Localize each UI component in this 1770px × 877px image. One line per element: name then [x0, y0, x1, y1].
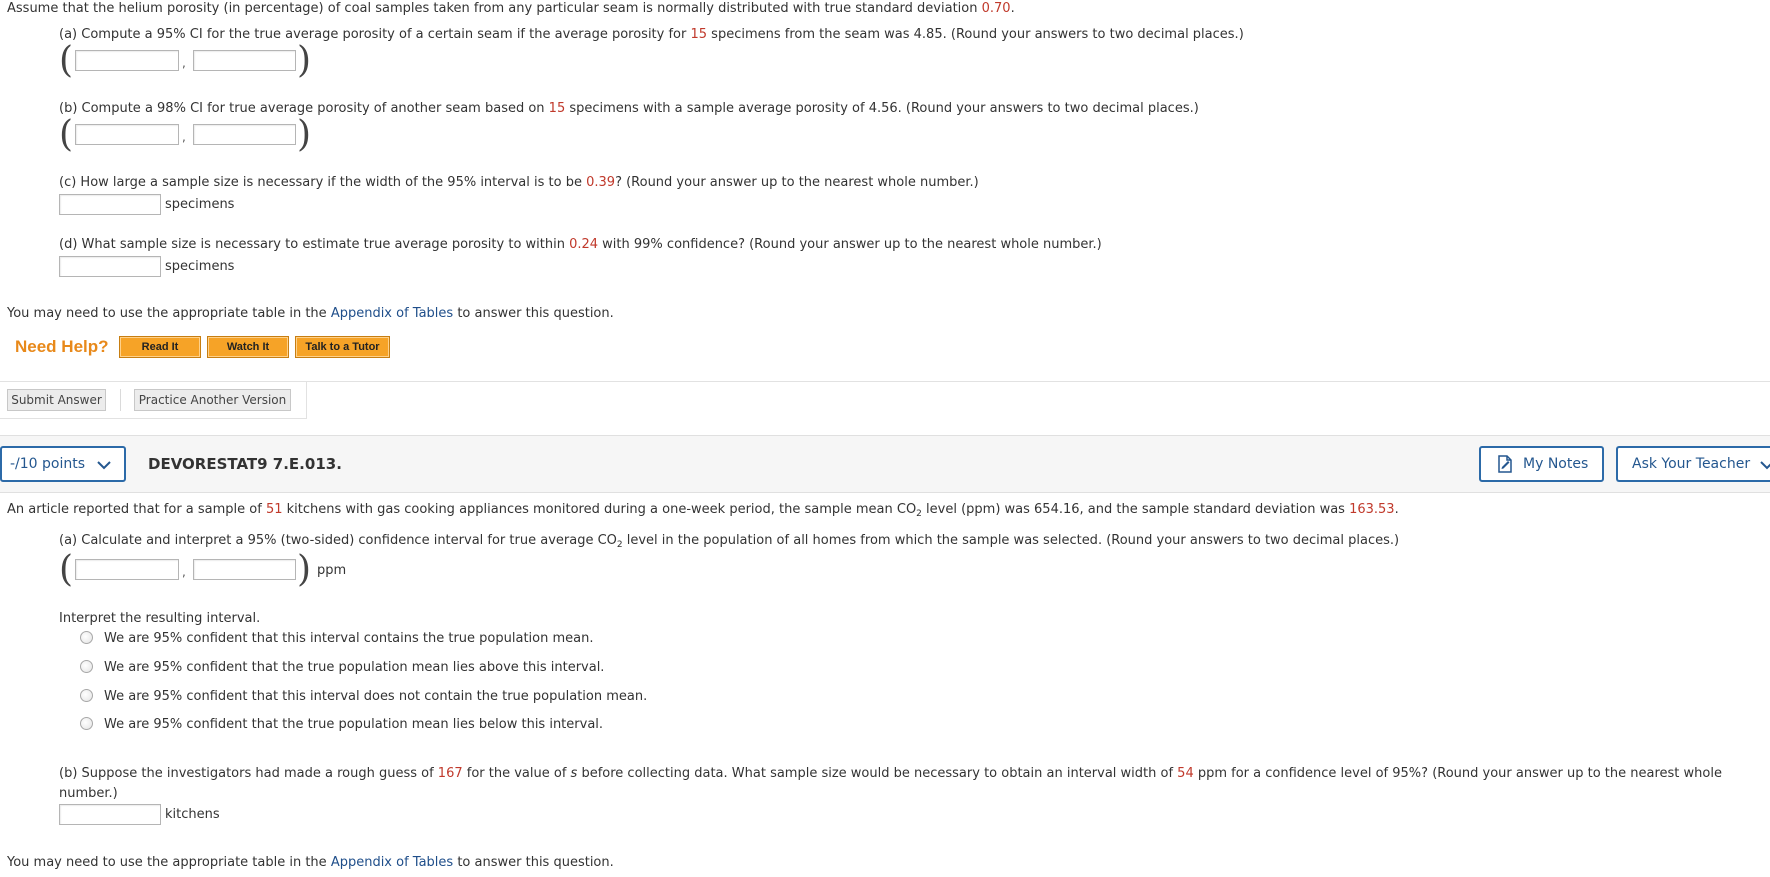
close-paren: ) — [297, 40, 312, 81]
points-dropdown[interactable] — [0, 446, 126, 482]
q2-part-b-prompt: (b) Suppose the investigators had made a rough guess of 167 for the value of s before collecting data. What sample size would be necessary to obtain an interval width of 54 ppm for a confidence level of 95%? (Round your answer up to the nearest whole — [59, 766, 1722, 781]
open-paren: ( — [59, 114, 74, 155]
need-help-label: Need Help? — [15, 337, 109, 356]
q2-a-lower-input[interactable] — [75, 559, 179, 580]
ask-your-teacher-button[interactable] — [1616, 446, 1770, 482]
unit-label: kitchens — [165, 807, 220, 822]
highlight-value: 51 — [265, 502, 283, 517]
submit-answer-button[interactable]: Submit Answer — [7, 389, 106, 411]
q1-appendix-note: You may need to use the appropriate table in the Appendix of Tables to answer this question. — [7, 306, 614, 321]
radio-option-2[interactable] — [80, 660, 93, 673]
highlight-value: 0.70 — [981, 1, 1011, 16]
q1-intro: Assume that the helium porosity (in percentage) of coal samples taken from any particular seam is normally distributed with true standard deviation 0.70. — [7, 1, 1015, 16]
radio-option-4[interactable] — [80, 717, 93, 730]
read-it-button[interactable]: Read It — [119, 336, 201, 358]
radio-option-1[interactable] — [80, 631, 93, 644]
q2-intro: An article reported that for a sample of 51 kitchens with gas cooking appliances monitored during a one-week period, the sample mean $CO_2$ level (ppm) was 654.16, and the sample standard deviation was 163.53. — [7, 502, 1399, 519]
chevron-down-icon — [1760, 460, 1770, 470]
ask-teacher-label: Ask Your Teacher — [1632, 456, 1751, 472]
highlight-value: 0.39 — [586, 175, 616, 190]
divider — [306, 381, 307, 419]
unit-label: ppm — [317, 563, 347, 578]
practice-another-version-button[interactable]: Practice Another Version — [134, 389, 291, 411]
highlight-value: 163.53 — [1349, 502, 1395, 517]
q2-b-sample-size-input[interactable] — [59, 804, 161, 825]
q2-a-upper-input[interactable] — [193, 559, 296, 580]
my-notes-label: My Notes — [1523, 456, 1589, 472]
unit-label: specimens — [165, 259, 235, 274]
q1-part-d-prompt: (d) What sample size is necessary to estimate true average porosity to within 0.24 with 99% confidence? (Round your answer up to the nearest whole number.) — [59, 237, 1102, 252]
comma: , — [182, 130, 186, 144]
unit-label: specimens — [165, 197, 235, 212]
talk-to-tutor-button[interactable]: Talk to a Tutor — [295, 336, 390, 358]
question-code: DEVORESTAT9 7.E.013. — [148, 455, 342, 473]
divider — [0, 418, 306, 419]
note-document-icon — [1497, 455, 1513, 473]
option-label-1: We are 95% confident that this interval contains the true population mean. — [104, 631, 594, 646]
q1-part-c-prompt: (c) How large a sample size is necessary if the width of the 95% interval is to be 0.39? (Round your answer up to the nearest whole number.) — [59, 175, 979, 190]
comma: , — [182, 565, 186, 579]
comma: , — [182, 56, 186, 70]
q1-a-lower-input[interactable] — [75, 50, 179, 71]
option-label-4: We are 95% confident that the true population mean lies below this interval. — [104, 717, 604, 732]
appendix-link[interactable]: Appendix of Tables — [330, 855, 454, 870]
points-label: -/10 points — [10, 456, 86, 472]
q1-b-upper-input[interactable] — [193, 124, 296, 145]
watch-it-button[interactable]: Watch It — [207, 336, 289, 358]
highlight-value: 167 — [437, 766, 463, 781]
q1-part-b-prompt: (b) Compute a 98% CI for true average porosity of another seam based on 15 specimens with a sample average porosity of 4.56. (Round your answers to two decimal places.) — [59, 101, 1199, 116]
divider — [120, 389, 121, 411]
option-label-2: We are 95% confident that the true population mean lies above this interval. — [104, 660, 605, 675]
highlight-value: 54 — [1177, 766, 1194, 781]
q1-b-lower-input[interactable] — [75, 124, 179, 145]
open-paren: ( — [59, 549, 74, 590]
q2-part-a-prompt: (a) Calculate and interpret a 95% (two-sided) confidence interval for true average $CO_2$ level in the population of all homes from which the sample was selected. (Round your answers to two decimal places.) — [59, 533, 1400, 550]
radio-option-3[interactable] — [80, 689, 93, 702]
open-paren: ( — [59, 40, 74, 81]
close-paren: ) — [297, 114, 312, 155]
option-label-3: We are 95% confident that this interval does not contain the true population mean. — [104, 689, 648, 704]
interpret-label: Interpret the resulting interval. — [59, 611, 261, 626]
appendix-link[interactable]: Appendix of Tables — [330, 306, 454, 321]
highlight-value: 0.24 — [569, 237, 599, 252]
highlight-value: 15 — [690, 27, 708, 42]
q1-d-sample-size-input[interactable] — [59, 256, 161, 277]
q1-part-a-prompt: (a) Compute a 95% CI for the true average porosity of a certain seam if the average porosity for 15 specimens from the seam was 4.85. (Round your answers to two decimal places.) — [59, 27, 1244, 42]
my-notes-button[interactable] — [1479, 446, 1604, 482]
divider — [0, 381, 1770, 382]
q1-c-sample-size-input[interactable] — [59, 194, 161, 215]
chevron-down-icon — [97, 460, 111, 470]
highlight-value: 15 — [548, 101, 566, 116]
q2-appendix-note: You may need to use the appropriate table in the Appendix of Tables to answer this question. — [7, 855, 614, 870]
q1-a-upper-input[interactable] — [193, 50, 296, 71]
close-paren: ) — [297, 549, 312, 590]
q2-part-b-prompt-cont: number.) — [59, 786, 118, 801]
